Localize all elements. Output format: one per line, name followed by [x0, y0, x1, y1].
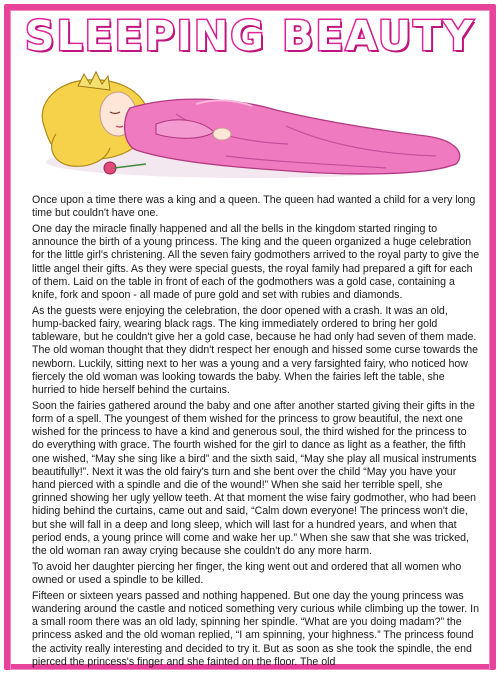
story-paragraph: Once upon a time there was a king and a queen. The queen had wanted a child for a very long time but couldn't have one.	[32, 194, 476, 220]
story-paragraph: One day the miracle finally happened and all the bells in the kingdom started ringing to announce the birth of a young princess. The king and the queen organized a huge celebration for the little girl's christening. All the seven fairy godmothers arrived to the royal party to give the little angel their gifts. As they were special guests, the royal family had prepared a gift for each of them. Laid on the table in front of each of the godmothers was a gold case, containing a knife, fork and spoon - all made of pure gold and set with rubies and diamonds.	[32, 223, 480, 302]
story-paragraph: Fifteen or sixteen years passed and nothing happened. But one day the young princess was wandering around the castle and noticed something very curious while climbing up the tower. In a small room there was an old lady, spinning her spindle. “What are you doing madam?” the princess asked and the old woman replied, “I am spinning, your highness.” The princess found the activity really interesting and decided to try it. But as soon as she took the spindle, the end pierced the princess's finger and she fainted on the floor. The old	[32, 589, 479, 668]
story-paragraph: As the guests were enjoying the celebration, the door opened with a crash. It was an old, hump-backed fairy, wearing black rags. The king immediately ordered to bring her gold tableware, but he couldn't give her a gold case, because he had only had seven of them made. The old woman thought that they didn't respect her enough and hissed some curse towards the newborn. Luckily, sitting next to her was a young and a very farsighted fairy, who noticed how fiercely the old woman was looking towards the baby. When the fairies left the table, she hurried to hide herself behind the curtains.	[32, 304, 479, 397]
story-paragraph: To avoid her daughter piercing her finger, the king went out and ordered that all women who owned or used a spindle to be killed.	[32, 560, 462, 587]
sleeping-princess-illustration	[26, 64, 476, 192]
story-paragraph: Soon the fairies gathered around the baby and one after another started giving their gifts in the form of a spell. The youngest of them wished for the princess to grow beautiful, the next one wished for the princess to have a kind and generous soul, the third wished for the princess to do everything with grace. The fourth wished for the girl to dance as light as a feather, the fifth one wished, “May she sing like a bird” and the sixth said, “May she play all musical instruments beautifully!”. Next it was the old fairy's turn and she bent over the child “May you have your hand pierced with a spindle and die of the wound!” When she said her terrible spell, she grinned showing her ugly yellow teeth. At that moment the wise fairy godmother, who had been hiding behind the curtains, came out and said, “Calm down everyone! The princess won't die, but she will fall in a deep and long sleep, which will last for a hundred years, and when that period ends, a young prince will come and wake her up.” When she saw that she was tricked, the old woman ran away crying because she couldn't do any more harm.	[32, 399, 477, 558]
story-text	[32, 194, 480, 672]
page-title: SLEEPING BEAUTY	[25, 12, 475, 60]
